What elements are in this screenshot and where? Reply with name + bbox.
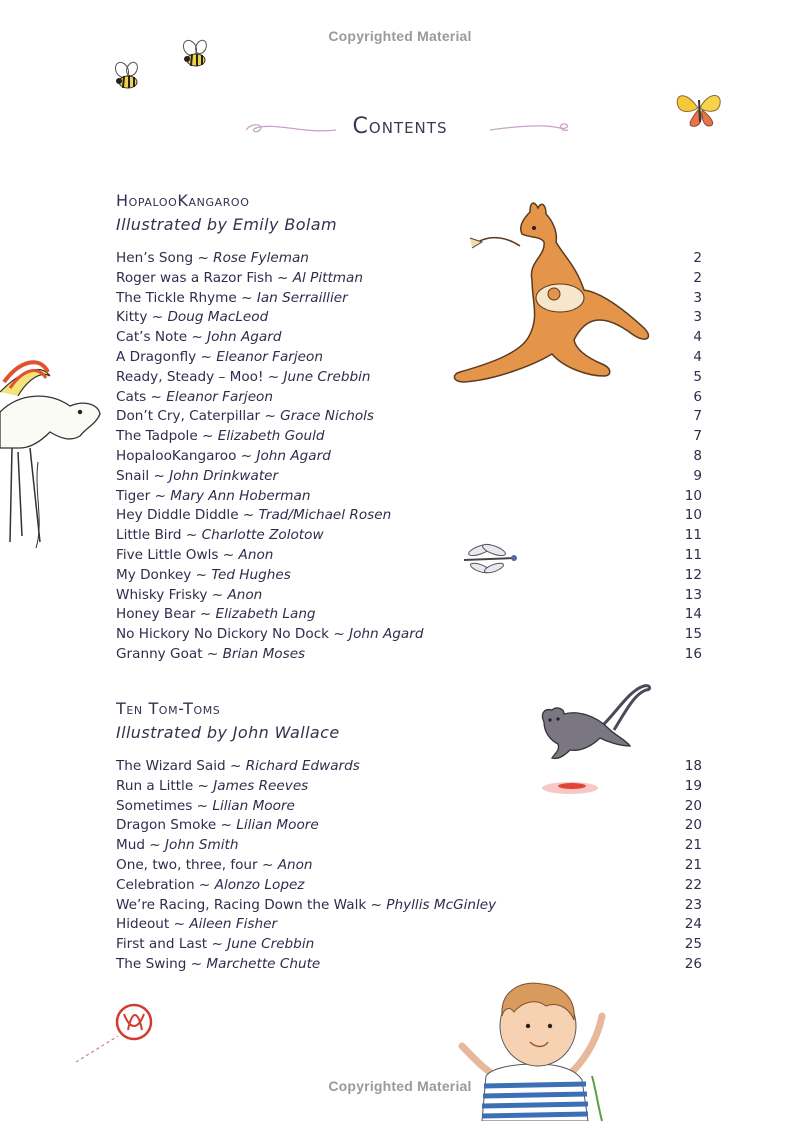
poem-author: Grace Nichols	[280, 408, 374, 425]
toc-entry-text	[116, 797, 295, 817]
page-number: 16	[684, 645, 702, 662]
section-illustrator: Illustrated by Emily Bolam	[116, 215, 337, 234]
page-number: 7	[693, 428, 702, 445]
boy-illustration	[452, 976, 616, 1121]
toc-entry-text	[116, 856, 313, 876]
page-number: 13	[684, 586, 702, 603]
poem-author: Rose Fyleman	[213, 250, 309, 266]
separator: ~	[366, 896, 387, 913]
toc-entry-text	[116, 526, 324, 546]
toc-entry	[116, 856, 702, 876]
page-number: 11	[684, 546, 702, 563]
separator: ~	[194, 876, 215, 893]
separator: ~	[225, 758, 246, 774]
poem-title: Five Little Owls	[116, 546, 219, 563]
page-number: 12	[684, 566, 702, 583]
page-number: 24	[684, 916, 702, 933]
page-number: 3	[693, 309, 702, 326]
poem-title: Celebration	[116, 876, 195, 893]
separator: ~	[196, 348, 217, 365]
poem-author: John Drinkwater	[169, 467, 279, 484]
toc-entry-text	[116, 328, 281, 348]
poem-author: John Agard	[349, 626, 424, 643]
poem-author: Ted Hughes	[211, 566, 291, 583]
lollipop-icon	[72, 1000, 162, 1070]
toc-entry-text	[116, 876, 304, 896]
kangaroo-illustration	[448, 198, 660, 398]
poem-author: Eleanor Farjeon	[166, 388, 273, 405]
poem-author: Brian Moses	[222, 645, 306, 662]
poem-author: Anon	[238, 546, 274, 563]
poem-author: Elizabeth Gould	[217, 428, 325, 445]
page-number: 10	[684, 487, 702, 504]
poem-title: A Dragonfly	[116, 348, 197, 365]
page-number: 4	[693, 348, 702, 365]
separator: ~	[216, 817, 237, 834]
toc-entry	[116, 546, 702, 566]
page-number: 23	[684, 896, 702, 913]
toc-entry-text	[116, 605, 316, 625]
toc-entry	[116, 447, 702, 467]
poem-title: Hey Diddle Diddle	[116, 507, 239, 524]
toc-entry-text	[116, 269, 363, 289]
poem-author: Al Pittman	[292, 269, 363, 286]
separator: ~	[187, 329, 208, 346]
page-number: 18	[684, 758, 702, 774]
separator: ~	[238, 507, 259, 524]
page-number: 8	[693, 447, 702, 464]
separator: ~	[147, 309, 168, 326]
separator: ~	[236, 289, 257, 306]
poem-title: Cats	[116, 388, 147, 405]
separator: ~	[150, 487, 171, 504]
page-number: 25	[684, 936, 702, 953]
poem-author: Trad/Michael Rosen	[258, 507, 392, 524]
toc-entry	[116, 876, 702, 896]
copyright-notice-top: Copyrighted Material	[328, 28, 472, 44]
poem-title: Roger was a Razor Fish	[116, 269, 273, 286]
page-number: 20	[684, 797, 702, 814]
toc-entry	[116, 526, 702, 546]
separator: ~	[197, 428, 218, 445]
toc-entry-text	[116, 625, 423, 645]
toc-entry	[116, 467, 702, 487]
page-number: 3	[693, 289, 702, 306]
toc-entry-text	[116, 546, 273, 566]
separator: ~	[192, 797, 213, 814]
dragonfly-icon	[456, 540, 522, 582]
toc-entry-text	[116, 836, 239, 856]
toc-entry	[116, 896, 702, 916]
poem-author: Elizabeth Lang	[215, 606, 316, 623]
poem-title: Hideout	[116, 916, 170, 933]
toc-entry-text	[116, 407, 374, 427]
separator: ~	[146, 388, 167, 405]
poem-title: Hen’s Song	[116, 250, 194, 266]
toc-entry	[116, 566, 702, 586]
page-number: 6	[693, 388, 702, 405]
poem-author: John Smith	[165, 837, 239, 854]
poem-title: Don’t Cry, Caterpillar	[116, 408, 261, 425]
poem-title: Granny Goat	[116, 645, 203, 662]
separator: ~	[191, 566, 212, 583]
toc-entry	[116, 605, 702, 625]
poem-title: One, two, three, four	[116, 856, 258, 873]
poem-title: HopalooKangaroo	[116, 447, 237, 464]
poem-title: We’re Racing, Racing Down the Walk	[116, 896, 367, 913]
poem-title: My Donkey	[116, 566, 192, 583]
toc-entry-text	[116, 896, 496, 916]
poem-author: John Agard	[207, 329, 282, 346]
page-number: 14	[684, 606, 702, 623]
poem-author: Anon	[227, 586, 263, 603]
separator: ~	[193, 777, 214, 794]
poem-title: Whisky Frisky	[116, 586, 208, 603]
page-number: 19	[684, 777, 702, 794]
poem-author: Richard Edwards	[245, 758, 360, 774]
toc-entry-text	[116, 506, 391, 526]
toc-entry-text	[116, 467, 278, 487]
page-number: 2	[693, 250, 702, 266]
toc-entry-text	[116, 289, 348, 309]
poem-title: The Tadpole	[116, 428, 198, 445]
goat-illustration	[0, 352, 110, 552]
page-number: 26	[684, 955, 702, 972]
toc-entry-text	[116, 566, 291, 586]
toc-entry-text	[116, 645, 305, 665]
poem-author: Mary Ann Hoberman	[170, 487, 311, 504]
poem-title: Honey Bear	[116, 606, 196, 623]
page-number: 21	[684, 837, 702, 854]
toc-entry	[116, 586, 702, 606]
toc-entry-text	[116, 427, 325, 447]
page-number: 10	[684, 507, 702, 524]
separator: ~	[149, 467, 170, 484]
page-number: 2	[693, 269, 702, 286]
section-title: Ten Tom-Toms	[116, 699, 221, 718]
section-title: HopalooKangaroo	[116, 191, 250, 210]
bee-icon	[176, 38, 216, 74]
poem-title: Cat’s Note	[116, 329, 188, 346]
poem-author: Lilian Moore	[212, 797, 295, 814]
separator: ~	[257, 856, 278, 873]
poem-author: John Agard	[256, 447, 331, 464]
poem-title: Ready, Steady – Moo!	[116, 368, 264, 385]
poem-author: Aileen Fisher	[189, 916, 278, 933]
toc-entry-text	[116, 816, 319, 836]
toc-entry-text	[116, 777, 308, 797]
poem-title: The Swing	[116, 955, 187, 972]
page-number: 20	[684, 817, 702, 834]
poem-author: James Reeves	[213, 777, 309, 794]
poem-title: Sometimes	[116, 797, 193, 814]
page-number: 21	[684, 856, 702, 873]
separator: ~	[263, 368, 284, 385]
toc-entry	[116, 836, 702, 856]
separator: ~	[202, 645, 223, 662]
separator: ~	[329, 626, 350, 643]
separator: ~	[169, 916, 190, 933]
toc-entry	[116, 487, 702, 507]
separator: ~	[186, 955, 207, 972]
poem-author: Doug MacLeod	[167, 309, 269, 326]
toc-entry	[116, 407, 702, 427]
toc-entry-text	[116, 388, 273, 408]
separator: ~	[218, 546, 239, 563]
poem-title: The Tickle Rhyme	[116, 289, 237, 306]
separator: ~	[272, 269, 293, 286]
page-number: 11	[684, 527, 702, 544]
page-number: 5	[693, 368, 702, 385]
toc-entry-text	[116, 348, 323, 368]
separator: ~	[181, 527, 202, 544]
poem-title: Snail	[116, 467, 150, 484]
separator: ~	[207, 936, 228, 953]
toc-entry-text	[116, 487, 310, 507]
page-number: 7	[693, 408, 702, 425]
poem-author: Charlotte Zolotow	[201, 527, 324, 544]
toc-entry-text	[116, 757, 360, 777]
poem-title: Mud	[116, 837, 145, 854]
page-number: 15	[684, 626, 702, 643]
poem-author: Eleanor Farjeon	[216, 348, 323, 365]
page-title: Contents	[352, 114, 448, 139]
page-number: 4	[693, 329, 702, 346]
bee-icon	[108, 60, 148, 96]
toc-entry	[116, 645, 702, 665]
poem-title: Dragon Smoke	[116, 817, 217, 834]
toc-entry-text	[116, 955, 320, 975]
separator: ~	[207, 586, 228, 603]
section-illustrator: Illustrated by John Wallace	[116, 723, 340, 742]
separator: ~	[193, 250, 214, 266]
toc-entry	[116, 955, 702, 975]
poem-author: Anon	[277, 856, 313, 873]
poem-title: First and Last	[116, 936, 208, 953]
toc-entry	[116, 427, 702, 447]
poem-author: Lilian Moore	[236, 817, 319, 834]
toc-entry-text	[116, 935, 314, 955]
toc-entry	[116, 935, 702, 955]
poem-author: Marchette Chute	[206, 955, 321, 972]
toc-entry-text	[116, 249, 309, 269]
poem-author: Phyllis McGinley	[386, 896, 497, 913]
toc-entry-text	[116, 368, 371, 388]
poem-author: Alonzo Lopez	[214, 876, 305, 893]
copyright-notice-bottom: Copyrighted Material	[328, 1078, 472, 1094]
poem-title: Tiger	[116, 487, 151, 504]
poem-title: Kitty	[116, 309, 148, 326]
toc-entry-text	[116, 447, 331, 467]
separator: ~	[236, 447, 257, 464]
poem-author: June Crebbin	[227, 936, 315, 953]
poem-title: The Wizard Said	[116, 758, 226, 774]
toc-entry-text	[116, 915, 277, 935]
separator: ~	[260, 408, 281, 425]
poem-title: Run a Little	[116, 777, 194, 794]
toc-entry-text	[116, 308, 268, 328]
cat-illustration	[534, 680, 658, 800]
separator: ~	[144, 837, 166, 854]
separator: ~	[195, 606, 216, 623]
page-number: 22	[684, 876, 702, 893]
poem-title: No Hickory No Dickory No Dock	[116, 626, 330, 643]
toc-entry	[116, 915, 702, 935]
page-number: 9	[693, 467, 702, 484]
toc-entry	[116, 625, 702, 645]
decorative-swirl-right	[488, 120, 572, 140]
poem-author: Ian Serraillier	[256, 289, 348, 306]
toc-entry	[116, 816, 702, 836]
poem-title: Little Bird	[116, 527, 182, 544]
toc-entry-text	[116, 586, 262, 606]
toc-entry	[116, 506, 702, 526]
poem-author: June Crebbin	[283, 368, 371, 385]
